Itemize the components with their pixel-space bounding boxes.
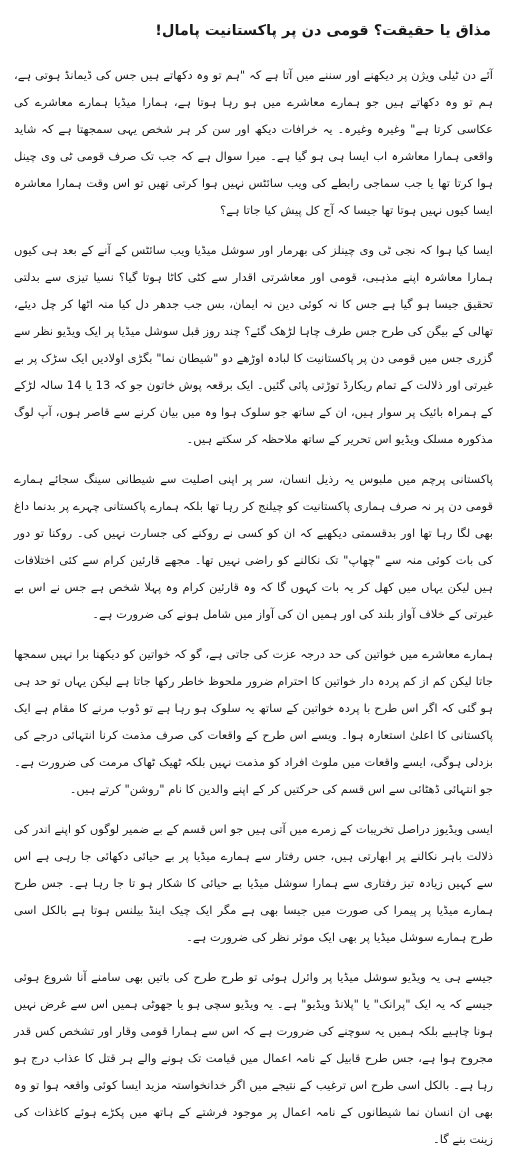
article-paragraph-6: جیسے ہی یہ ویڈیو سوشل میڈیا پر وائرل ہوئی تو طرح طرح کی باتیں بھی سامنے آنا شروع ہوئی جیسے کہ یہ ایک "پرانک" یا "پلانڈ ویڈیو" ہے۔ یہ ویڈیو سچی ہو یا جھوٹی ہمیں اس سے غرض نہیں ہونا چاہیے بلکہ ہمیں یہ سوچنے کی ضرورت ہے کہ اس سے ہمارا قومی وقار اور تشخص کس قدر مجروح ہوا ہے، جس طرح قابیل کے نامہ اعمال میں قیامت تک ہونے والے ہر قتل کا عذاب درج ہو رہا ہے۔ بالکل اسی طرح اس ترغیب کے نتیجے میں اگر خدانخواستہ مزید ایسا کوئی واقعہ ہوا تو وہ بھی ان انسان نما شیطانوں کے نامہ اعمال پر موجود فرشتے کے ہاتھ میں پکڑے ہوئے کاغذات کی زینت بنے گا۔ bbox=[14, 970, 493, 1146]
article-paragraph-2: ایسا کیا ہوا کہ نجی ٹی وی چینلز کی بھرمار اور سوشل میڈیا ویب سائٹس کے آنے کے بعد ہی کیوں ہمارا معاشرہ اپنے مذہبی، قومی اور معاشرتی اقدار سے کٹی کاٹا ہوتا گیا؟ نسیا تیزی سے بدلتی تحقیق جیسا ہو گیا ہے جس کا نہ کوئی دین نہ ایمان، بس جب جدھر دل کیا منہ اٹھا کر چل دیئے، تھالی کے بیگن کی طرح جس طرف چاہا لڑھک گئے؟ چند روز قبل سوشل میڈیا پر ایک ویڈیو نظر سے گزری جس میں قومی دن پر پاکستانیت کا لبادہ اوڑھے دو "شیطان نما" بگڑی اولادیں ایک سڑک پر بے غیرتی اور ذلالت کے تمام ریکارڈ توڑتی پائی گئیں۔ ایک برقعہ پوش خاتون جو کہ 13 یا 14 سالہ لڑکے کے ہمراہ بائیک پر سوار ہیں، ان کے ساتھ جو سلوک ہوا وہ میں بیان کرنے سے قاصر ہوں، آپ لوگ مذکورہ مسلک ویڈیو اس تحریر کے ساتھ ملاحظہ کر سکتے ہیں۔ bbox=[14, 243, 493, 446]
article-title: مذاق یا حقیقت؟ قومی دن پر پاکستانیت پامال! bbox=[155, 23, 491, 39]
article-paragraph-5: ایسی ویڈیوز دراصل تخریبات کے زمرے میں آتی ہیں جو اس قسم کے بے ضمیر لوگوں کو اپنے اندر کی ذلالت باہر نکالنے پر ابھارتی ہیں، جس رفتار سے ہمارے میڈیا پر بے حیائی دکھائی جا رہی ہے اس سے کہیں زیادہ تیز رفتاری سے ہمارا سوشل میڈیا بے حیائی کا شکار ہو تا جا رہا ہے۔ جس طرح ہمارے میڈیا پر پیمرا کی صورت میں جیسا بھی ہے مگر ایک چیک اینڈ بیلنس ہوتا ہے بالکل اسی طرح ہمارے سوشل میڈیا پر بھی ایک موثر نظر کی ضرورت ہے۔ bbox=[14, 822, 493, 944]
article-paragraph-1: آئے دن ٹیلی ویژن پر دیکھنے اور سننے میں آتا ہے کہ "ہم تو وہ دکھاتے ہیں جس کی ڈیمانڈ ہوتی ہے، ہم تو وہ دکھاتے ہیں جو ہمارے معاشرے میں ہو رہا ہوتا ہے، ہمارا میڈیا ہمارے معاشرے کی عکاسی کرتا ہے" وغیرہ وغیرہ۔ یہ خرافات دیکھ اور سن کر ہر شخص یہی سمجھتا ہے کہ شاید واقعی ہمارا معاشرہ اب ایسا ہی ہو گیا ہے۔ میرا سوال ہے کہ جب تک صرف قومی ٹی وی چینل ہوا کرتا تھا یا جب سماجی رابطے کی ویب سائٹس نہیں ہوا کرتی تھیں تو اس وقت ہمارا معاشرہ ایسا کیوں نہیں ہوتا تھا جیسا کہ آج کل پیش کیا جاتا ہے؟ bbox=[14, 68, 493, 217]
article-paragraph-3: پاکستانی پرچم میں ملبوس یہ رذیل انسان، سر پر اپنی اصلیت سے شیطانی سینگ سجائے ہمارے قومی دن پر نہ صرف ہماری پاکستانیت کو چیلنج کر رہا تھا بلکہ ہمارے پاکستانی چہرے پر بدنما داغ بھی لگا رہا تھا اور بدقسمتی دیکھیے کہ ان کو کسی نے روکنے کی جسارت نہیں کی۔ روکنا تو دور کی بات کوئی منہ سے "چھاپ" تک نکالنے کو راضی نہیں تھا۔ مجھے قارئین کرام سے کئی اختلافات ہیں لیکن یہاں میں کھل کر یہ بات کہوں گا کہ وہ قارئین کرام وہ پہلا شخص ہے جس نے اس بے غیرتی کے خلاف آواز بلند کی اور ہمیں ان کی آواز میں شامل ہونے کی ضرورت ہے۔ bbox=[14, 472, 493, 621]
article-paragraph-4: ہمارے معاشرے میں خواتین کی حد درجہ عزت کی جاتی ہے، گو کہ خواتین کو دیکھنا برا نہیں سمجھا جاتا لیکن کم از کم پردہ دار خواتین کا احترام ضرور ملحوظ خاطر رکھا جاتا ہے لیکن یہاں تو حد ہی ہو گئی کہ اگر اس طرح با پردہ خواتین کے ساتھ یہ سلوک ہو رہا ہے تو ڈوب مرنے کا مقام ہے ایک پاکستانی کا اعلیٰ استعارہ ہوا۔ ویسے اس طرح کے واقعات کی صرف مذمت کرنا انتہائی درجے کی بزدلی ہوگی، ایسے واقعات میں ملوث افراد کو مذمت نہیں بلکہ ٹھیک ٹھاک مرمت کی ضرورت ہے۔ جو انتہائی ڈھٹائی سے اس قسم کی حرکتیں کر کے اپنے والدین کا نام "روشن" کرتے ہیں۔ bbox=[14, 647, 493, 796]
